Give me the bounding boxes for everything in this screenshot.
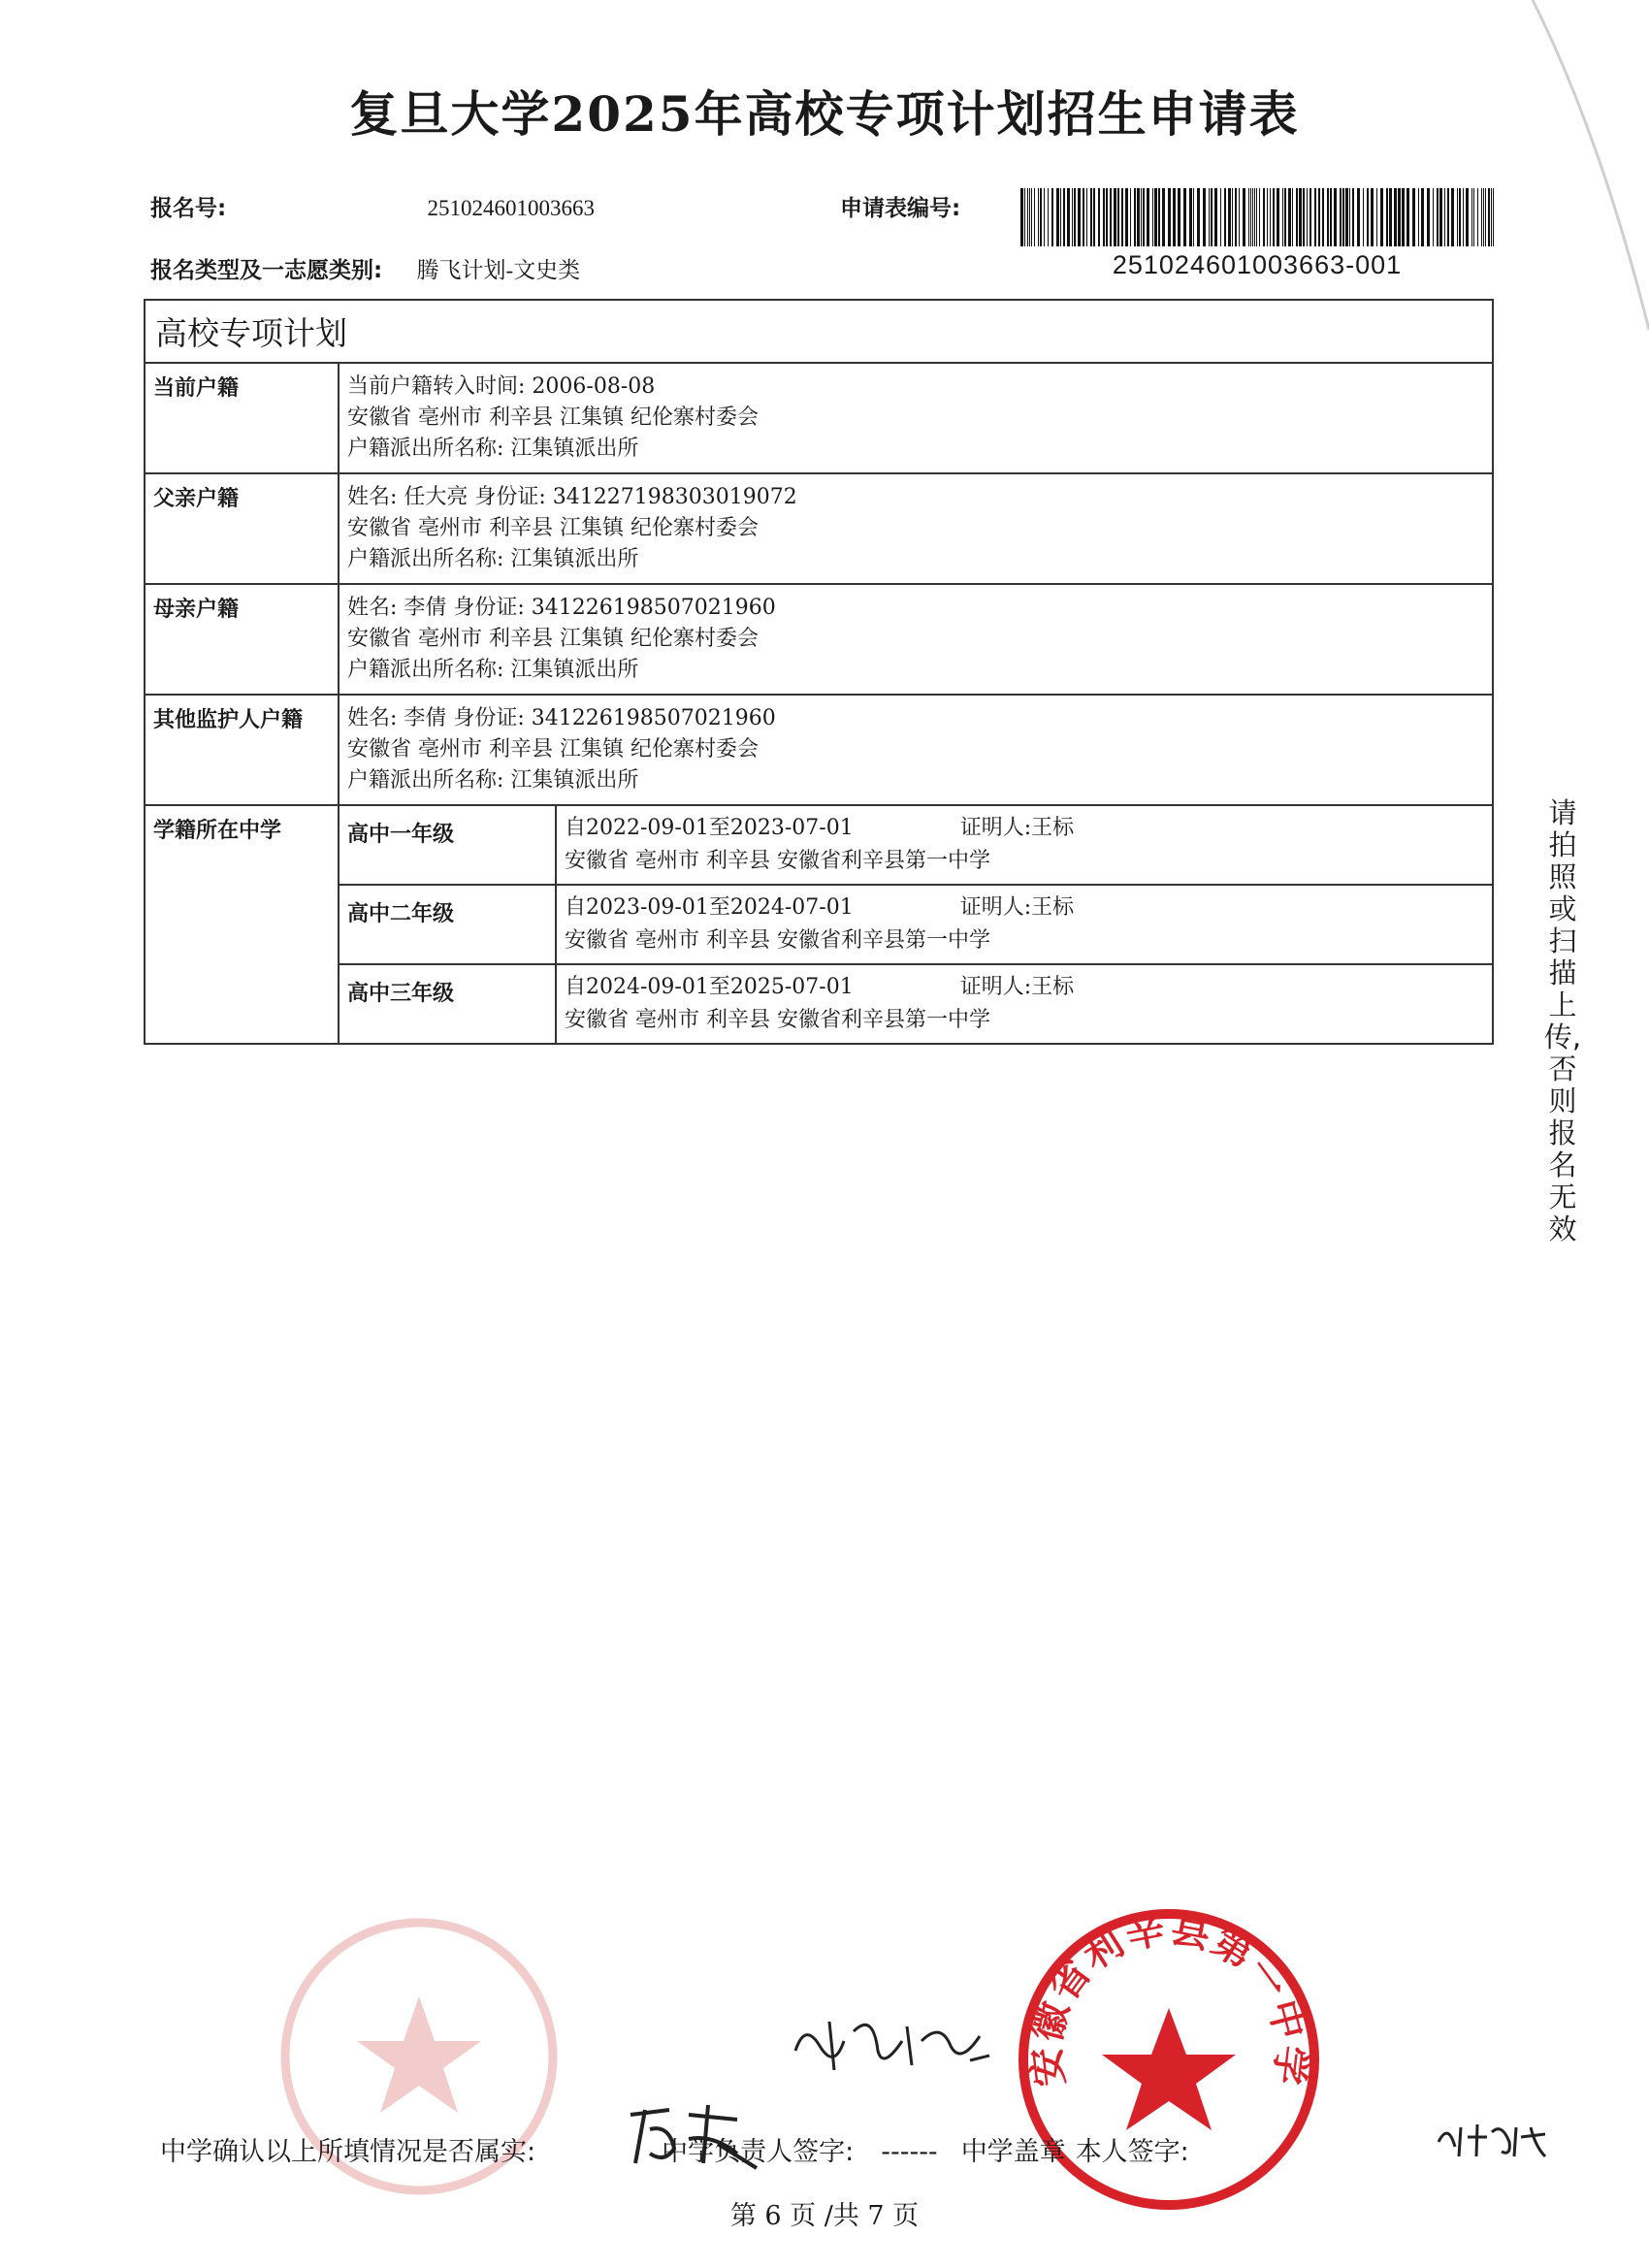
grade-label: 高中一年级 (339, 805, 556, 885)
section-heading: 高校专项计划 (145, 300, 1493, 363)
school-label: 学籍所在中学 (145, 805, 339, 1044)
form-no-row (840, 190, 960, 222)
row-line: 当前户籍转入时间: 2006-08-08 (347, 374, 656, 399)
grade-period: 自2022-09-01至2023-07-01 (565, 816, 854, 840)
table-row (145, 805, 1493, 885)
reg-no-label: 报名号: (150, 196, 227, 221)
table-row (145, 473, 1493, 584)
reg-no-value: 251024601003663 (427, 196, 596, 220)
grade-school: 安徽省 亳州市 利辛县 安徽省利辛县第一中学 (565, 849, 990, 873)
grade-label: 高中二年级 (339, 885, 556, 964)
row-line: 户籍派出所名称: 江集镇派出所 (347, 658, 639, 682)
footer-confirm-line (160, 2130, 1189, 2168)
row-line: 姓名: 李倩 身份证: 341226198507021960 (347, 596, 776, 620)
type-label: 报名类型及一志愿类别: (150, 258, 383, 283)
row-label: 母亲户籍 (145, 584, 339, 695)
grade-period: 自2024-09-01至2025-07-01 (565, 975, 854, 999)
grade-school: 安徽省 亳州市 利辛县 安徽省利辛县第一中学 (565, 928, 990, 953)
grade-witness: 证明人:王标 (959, 816, 1075, 840)
page-corner-fold (1494, 0, 1649, 330)
form-no-label: 申请表编号: (840, 196, 961, 221)
svg-text:安徽省利辛县第一中学: 安徽省利辛县第一中学 (1023, 1906, 1314, 2090)
grade-value (556, 805, 1493, 885)
reg-no-row (150, 190, 595, 222)
grade-value (556, 885, 1493, 964)
row-line: 安徽省 亳州市 利辛县 江集镇 纪伦寨村委会 (347, 405, 759, 430)
table-row (145, 363, 1493, 473)
principal-blank: ------ (881, 2137, 938, 2167)
row-line: 安徽省 亳州市 利辛县 江集镇 纪伦寨村委会 (347, 627, 759, 651)
row-label: 当前户籍 (145, 363, 339, 473)
barcode (1020, 188, 1494, 246)
type-value: 腾飞计划-文史类 (416, 258, 581, 282)
student-signature (1434, 2113, 1550, 2161)
table-row (145, 885, 1493, 964)
grade-label: 高中三年级 (339, 964, 556, 1044)
page-number: 第 6 页 /共 7 页 (729, 2201, 920, 2231)
row-line: 姓名: 李倩 身份证: 341226198507021960 (347, 706, 776, 730)
grade-value (556, 964, 1493, 1044)
barcode-block (1020, 188, 1494, 280)
application-table (144, 299, 1494, 1045)
row-label: 父亲户籍 (145, 473, 339, 584)
principal-label: 中学负责人签字: (662, 2137, 855, 2167)
type-row (150, 252, 580, 284)
row-value (339, 363, 1493, 473)
row-line: 户籍派出所名称: 江集镇派出所 (347, 768, 639, 793)
row-line: 户籍派出所名称: 江集镇派出所 (347, 437, 639, 461)
confirm-label: 中学确认以上所填情况是否属实: (160, 2137, 536, 2167)
grade-school: 安徽省 亳州市 利辛县 安徽省利辛县第一中学 (565, 1008, 990, 1032)
row-line: 安徽省 亳州市 利辛县 江集镇 纪伦寨村委会 (347, 737, 759, 761)
school-seal-stamp (1009, 1899, 1329, 2219)
grade-witness: 证明人:王标 (959, 975, 1075, 999)
barcode-number: 251024601003663-001 (1112, 250, 1403, 279)
table-row (145, 964, 1493, 1044)
row-line: 安徽省 亳州市 利辛县 江集镇 纪伦寨村委会 (347, 516, 759, 540)
principal-signature (786, 2002, 999, 2080)
self-sign-label: 本人签字: (1075, 2137, 1189, 2167)
page-title: 复旦大学2025年高校专项计划招生申请表 (349, 85, 1300, 143)
row-value (339, 695, 1493, 805)
grade-witness: 证明人:王标 (959, 895, 1075, 920)
row-label: 其他监护人户籍 (145, 695, 339, 805)
upload-notice: 请拍照或扫描上传,否则报名无效 (1543, 796, 1582, 1246)
row-value (339, 473, 1493, 584)
row-line: 户籍派出所名称: 江集镇派出所 (347, 547, 639, 571)
row-value (339, 584, 1493, 695)
table-row (145, 695, 1493, 805)
row-line: 姓名: 任大亮 身份证: 341227198303019072 (347, 485, 797, 509)
table-row (145, 584, 1493, 695)
seal-label: 中学盖章 (960, 2137, 1066, 2167)
grade-period: 自2023-09-01至2024-07-01 (565, 895, 854, 920)
